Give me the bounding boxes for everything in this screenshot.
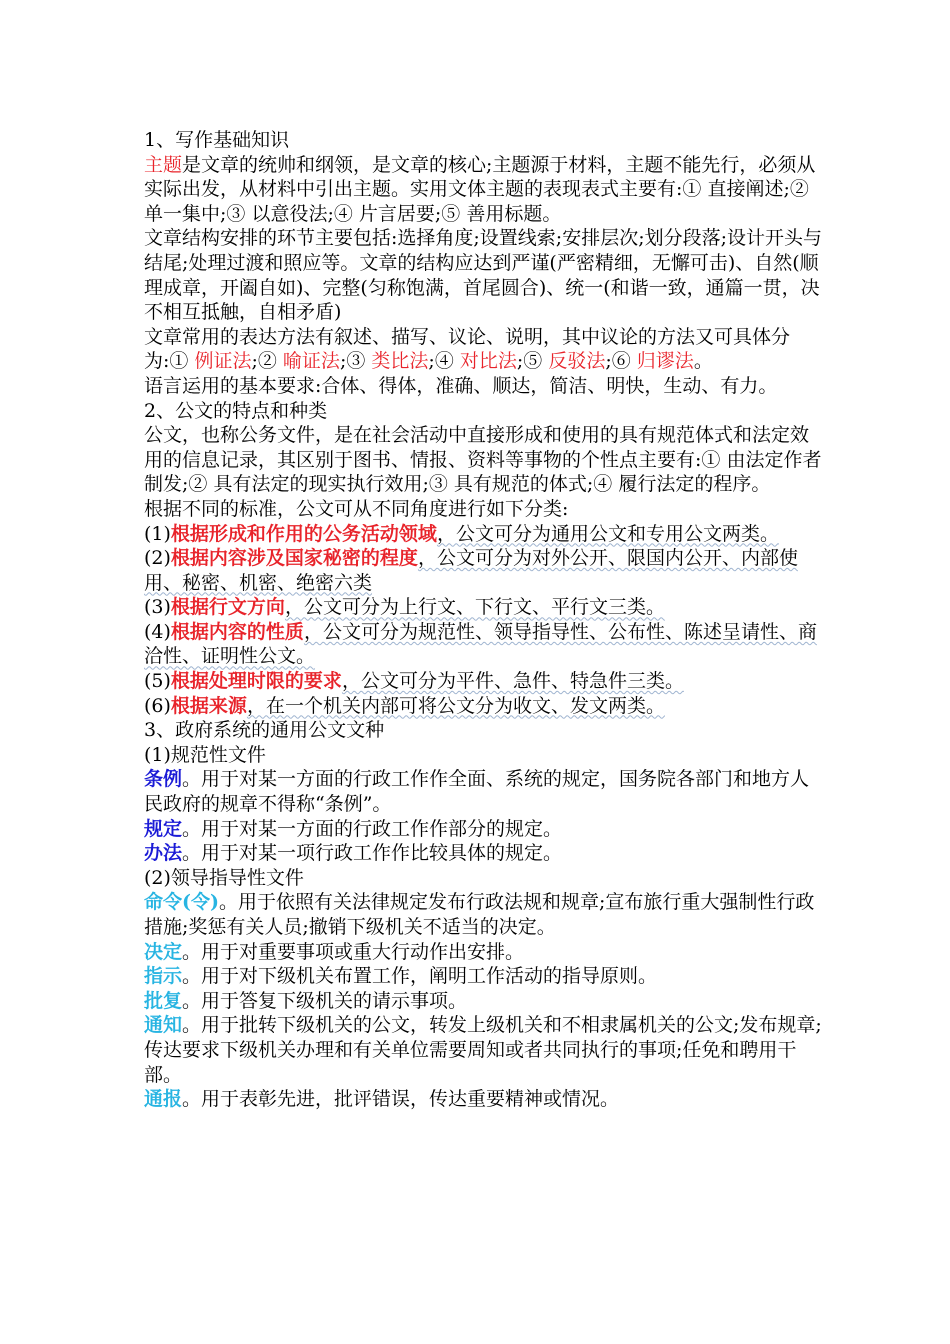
method-item: ⑥ 归谬法。 [611, 350, 713, 373]
doc-type-item: 指示。用于对下级机关布置工作，阐明工作活动的指导原则。 [144, 965, 658, 988]
doc-type-item: 通报。用于表彰先进，批评错误，传达重要精神或情况。 [144, 1088, 620, 1111]
method-item: ③ 类比法; [346, 350, 435, 373]
classification-item: (4)根据内容的性质，公文可分为规范性、领导指导性、公布性、陈述呈请性、商洽性、证明性公文。 [144, 620, 817, 668]
classification-intro: 根据不同的标准，公文可从不同角度进行如下分类: [144, 497, 569, 520]
doc-type-label: 批复 [144, 989, 183, 1012]
doc-type-item: 批复。用于答复下级机关的请示事项。 [144, 989, 468, 1012]
method-item: ⑤ 反驳法; [523, 350, 612, 373]
theme-term: 主题 [144, 153, 183, 176]
method-list [169, 350, 712, 372]
doc-type-item: 办法。用于对某一项行政工作作比较具体的规定。 [144, 842, 563, 865]
structure-paragraph: 文章结构安排的环节主要包括:选择角度;设置线索;安排层次;划分段落;设计开头与结尾;处理过渡和照应等。文章的结构应达到严谨(严密精细，无懈可击)、自然(顺理成章，开阖自如)、完整(匀称饱满，首尾圆合)、统一(和谐一致，通篇一贯，决不相互抵触，自相矛盾) [144, 227, 823, 324]
doc-type-label: 办法 [144, 842, 183, 865]
expression-paragraph [144, 325, 824, 374]
classification-label: 根据内容的性质 [170, 620, 304, 643]
doc-type-label: 条例 [144, 768, 183, 791]
classification-item: (2)根据内容涉及国家秘密的程度，公文可分为对外公开、限国内公开、内部使用、秘密、机密、绝密六类 [144, 547, 798, 594]
method-label: 类比法 [371, 350, 429, 373]
method-label: 对比法 [459, 350, 517, 373]
doc-type-label: 通知 [144, 1014, 183, 1037]
theme-text: 是文章的统帅和纲领，是文章的核心;主题源于材料，主题不能先行，必须从实际出发，从材料中引出主题。实用文体主题的表现表式主要有:① 直接阐述;② 单一集中;③ 以意役法;④ 片言居要;⑤ 善用标题。 [144, 153, 816, 225]
subheading-normative: (1)规范性文件 [144, 743, 266, 766]
doc-type-label: 指示 [144, 965, 183, 988]
doc-type-label: 规定 [144, 817, 183, 840]
classification-item: (6)根据来源，在一个机关内部可将公文分为收文、发文两类。 [144, 694, 665, 717]
doc-type-item: 通知。用于批转下级机关的公文，转发上级机关和不相隶属机关的公文;发布规章;传达要求下级机关办理和有关单位需要周知或者共同执行的事项;任免和聘用干部。 [144, 1014, 822, 1086]
classification-item: (1)根据形成和作用的公务活动领域，公文可分为通用公文和专用公文两类。 [144, 522, 779, 545]
doc-type-item: 条例。用于对某一方面的行政工作作全面、系统的规定，国务院各部门和地方人民政府的规章不得称“条例”。 [144, 768, 810, 816]
section-heading-1: 1、写作基础知识 [144, 129, 290, 151]
doc-type-item: 命令(令)。用于依照有关法律规定发布行政法规和规章;宣布旅行重大强制性行政措施;奖惩有关人员;撤销下级机关不适当的决定。 [144, 891, 815, 938]
method-label: 喻证法 [282, 350, 340, 373]
classification-label: 根据内容涉及国家秘密的程度 [170, 547, 418, 570]
method-label: 反驳法 [548, 350, 606, 373]
method-item: ④ 对比法; [434, 350, 524, 373]
classification-item: (3)根据行文方向，公文可分为上行文、下行文、平行文三类。 [144, 596, 665, 619]
classification-label: 根据来源 [170, 694, 247, 717]
subheading-directive: (2)领导指导性文件 [144, 866, 304, 889]
classification-label: 根据形成和作用的公务活动领域 [170, 522, 437, 545]
section-heading-3: 3、政府系统的通用公文文种 [144, 719, 385, 742]
language-paragraph: 语言运用的基本要求:合体、得体，准确、顺达，简洁、明快，生动、有力。 [144, 374, 778, 397]
doc-type-label: 决定 [144, 940, 183, 963]
method-label: 例证法 [194, 350, 252, 373]
theme-paragraph [144, 153, 824, 227]
classification-label: 根据处理时限的要求 [170, 670, 342, 693]
classification-item: (5)根据处理时限的要求，公文可分为平件、急件、特急件三类。 [144, 670, 684, 693]
doc-type-item: 规定。用于对某一方面的行政工作作部分的规定。 [144, 817, 563, 840]
method-item: ① 例证法; [169, 350, 258, 373]
doc-type-item: 决定。用于对重要事项或重大行动作出安排。 [144, 940, 525, 963]
document-body [144, 128, 824, 1112]
document-definition-paragraph: 公文，也称公务文件，是在社会活动中直接形成和使用的具有规范体式和法定效用的信息记录，其区别于图书、情报、资料等事物的个性点主要有:① 由法定作者制发;② 具有法定的现实执行效用;③ 具有规范的体式;④ 履行法定的程序。 [144, 424, 822, 496]
doc-type-label: 命令(令) [144, 891, 219, 914]
classification-label: 根据行文方向 [170, 596, 285, 619]
method-item: ② 喻证法; [257, 350, 347, 373]
expression-intro: 文章常用的表达方法有叙述、描写、议论、说明，其中议论的方法又可具体分为: [144, 325, 791, 373]
doc-type-label: 通报 [144, 1088, 183, 1111]
method-label: 归谬法 [636, 350, 694, 373]
section-heading-2: 2、公文的特点和种类 [144, 399, 328, 422]
